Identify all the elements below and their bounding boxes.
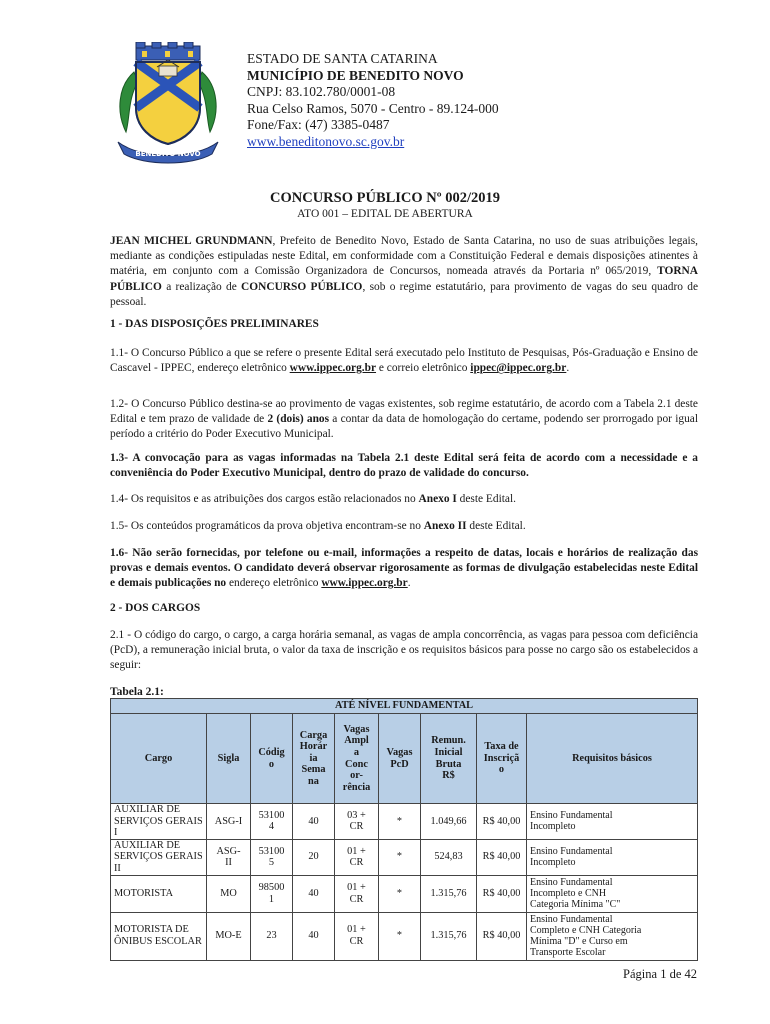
table-row bbox=[111, 912, 698, 960]
column-header-remuneracao: Remun. Inicial Bruta R$ bbox=[421, 714, 477, 804]
document-title: CONCURSO PÚBLICO Nº 002/2019 bbox=[270, 190, 500, 206]
crest-banner-text: BENEDITO NOVO bbox=[135, 150, 201, 158]
intro-paragraph bbox=[110, 234, 698, 310]
paragraph-1-5 bbox=[110, 519, 698, 534]
column-header-taxa: Taxa de Inscriçã o bbox=[477, 714, 527, 804]
ippec-website-link-2[interactable]: www.ippec.org.br bbox=[321, 577, 408, 590]
mayor-name: JEAN MICHEL GRUNDMANN bbox=[110, 235, 273, 247]
cell-vagas-ampla: 03 + CR bbox=[335, 804, 379, 840]
phone: Fone/Fax: (47) 3385-0487 bbox=[247, 117, 390, 132]
table-row bbox=[111, 804, 698, 840]
cell-cargo: AUXILIAR DE SERVIÇOS GERAIS I bbox=[111, 804, 207, 840]
paragraph-1-4 bbox=[110, 492, 698, 507]
cell-sigla: ASG- II bbox=[207, 839, 251, 875]
cell-vagas-ampla: 01 + CR bbox=[335, 875, 379, 912]
cell-codigo: 98500 1 bbox=[251, 875, 293, 912]
positions-table bbox=[110, 698, 698, 961]
p14-bold: Anexo I bbox=[418, 493, 457, 505]
state-name: ESTADO DE SANTA CATARINA bbox=[247, 51, 438, 66]
cell-vagas-pcd: * bbox=[379, 875, 421, 912]
p14-text: deste Edital. bbox=[456, 493, 516, 505]
cell-requisitos: Ensino Fundamental Completo e CNH Categoria Mínima "D" e Curso em Transporte Escolar bbox=[527, 912, 698, 960]
column-header-requisitos: Requisitos básicos bbox=[527, 714, 698, 804]
paragraph-1-2 bbox=[110, 397, 698, 443]
paragraph-1-6 bbox=[110, 546, 698, 592]
cell-taxa: R$ 40,00 bbox=[477, 912, 527, 960]
cell-vagas-pcd: * bbox=[379, 839, 421, 875]
column-header-sigla: Sigla bbox=[207, 714, 251, 804]
cell-vagas-ampla: 01 + CR bbox=[335, 839, 379, 875]
p14-text: 1.4- Os requisitos e as atribuições dos cargos estão relacionados no bbox=[110, 493, 419, 505]
header-info bbox=[247, 51, 499, 150]
section-1-heading: 1 - DAS DISPOSIÇÕES PRELIMINARES bbox=[110, 318, 319, 330]
intro-text: , sob o regime estatutário, para provimento de vagas do seu quadro de pessoal. bbox=[110, 280, 698, 308]
cnpj: CNPJ: 83.102.780/0001-08 bbox=[247, 84, 396, 99]
column-header-vagas-ampla: Vagas Ampl a Conc or- rência bbox=[335, 714, 379, 804]
paragraph-1-1 bbox=[110, 346, 698, 376]
paragraph-1-3: 1.3- A convocação para as vagas informadas na Tabela 2.1 deste Edital será feita de acordo com a necessidade e a conveniência do Poder Executivo Municipal, dentro do prazo de validade do concurso. bbox=[110, 452, 698, 480]
cell-carga: 20 bbox=[293, 839, 335, 875]
p11-text: 1.1- O Concurso Público a que se refere o presente Edital será executado pelo Instituto de Pesquisas, Pós-Graduação e Ensino de Cascavel - IPPEC, endereço eletrônico bbox=[110, 347, 698, 375]
cell-cargo: MOTORISTA bbox=[111, 875, 207, 912]
column-header-carga: Carga Horár ia Sema na bbox=[293, 714, 335, 804]
paragraph-2-1: 2.1 - O código do cargo, o cargo, a carga horária semanal, as vagas de ampla concorrência, as vagas para pessoa com deficiência (PcD), a remuneração inicial bruta, o valor da taxa de inscrição e os requisitos básicos para posse no cargo são os estabelecidos a seguir: bbox=[110, 629, 698, 672]
cell-requisitos: Ensino Fundamental Incompleto bbox=[527, 839, 698, 875]
cell-codigo: 23 bbox=[251, 912, 293, 960]
p12-text: a contar da data de homologação do certame, podendo ser prorrogado por igual período a critério do Poder Executivo Municipal. bbox=[110, 413, 698, 441]
cell-codigo: 53100 5 bbox=[251, 839, 293, 875]
cell-codigo: 53100 4 bbox=[251, 804, 293, 840]
cell-taxa: R$ 40,00 bbox=[477, 839, 527, 875]
table-band-header: ATÉ NÍVEL FUNDAMENTAL bbox=[111, 699, 698, 714]
cell-cargo: MOTORISTA DE ÔNIBUS ESCOLAR bbox=[111, 912, 207, 960]
cell-remuneracao: 1.315,76 bbox=[421, 912, 477, 960]
cell-carga: 40 bbox=[293, 804, 335, 840]
intro-concurso: CONCURSO PÚBLICO bbox=[241, 280, 363, 293]
ippec-website-link[interactable]: www.ippec.org.br bbox=[289, 362, 377, 375]
p15-text: 1.5- Os conteúdos programáticos da prova objetiva encontram-se no bbox=[110, 520, 424, 532]
p16-text: endereço eletrônico bbox=[226, 577, 322, 590]
cell-sigla: MO bbox=[207, 875, 251, 912]
p16-bold: 1.6- Não serão fornecidas, por telefone ou e-mail, informações a respeito de datas, locais e horários de realização das provas e demais eventos. O candidato deverá observar rigorosamente as formas de divulgação estabelecidas neste Edital e demais publicações no bbox=[110, 547, 698, 590]
p11-text: e correio eletrônico bbox=[376, 362, 471, 375]
cell-taxa: R$ 40,00 bbox=[477, 804, 527, 840]
p16-text: . bbox=[407, 577, 411, 590]
document-subtitle: ATO 001 – EDITAL DE ABERTURA bbox=[297, 208, 473, 220]
cell-remuneracao: 1.049,66 bbox=[421, 804, 477, 840]
cell-requisitos: Ensino Fundamental Incompleto bbox=[527, 804, 698, 840]
cell-remuneracao: 524,83 bbox=[421, 839, 477, 875]
website-link[interactable]: www.beneditonovo.sc.gov.br bbox=[247, 133, 405, 149]
cell-vagas-pcd: * bbox=[379, 804, 421, 840]
p12-text: 1.2- O Concurso Público destina-se ao provimento de vagas existentes, sob regime estatutário, de acordo com a Tabela 2.1 deste Edital e tem prazo de validade de bbox=[110, 398, 698, 426]
table-caption: Tabela 2.1: bbox=[110, 686, 164, 698]
column-header-cargo: Cargo bbox=[111, 714, 207, 804]
intro-torna: TORNA PÚBLICO bbox=[110, 265, 698, 293]
cell-sigla: ASG-I bbox=[207, 804, 251, 840]
page-number: Página 1 de 42 bbox=[623, 967, 697, 981]
cell-requisitos: Ensino Fundamental Incompleto e CNH Categoria Mínima "C" bbox=[527, 875, 698, 912]
ippec-email-link[interactable]: ippec@ippec.org.br bbox=[470, 362, 567, 375]
p11-text: . bbox=[566, 362, 570, 375]
cell-cargo: AUXILIAR DE SERVIÇOS GERAIS II bbox=[111, 839, 207, 875]
table-row bbox=[111, 839, 698, 875]
intro-text: a realização de bbox=[161, 280, 242, 293]
column-header-codigo: Códig o bbox=[251, 714, 293, 804]
table-row bbox=[111, 875, 698, 912]
p15-bold: Anexo II bbox=[423, 520, 467, 532]
address: Rua Celso Ramos, 5070 - Centro - 89.124-000 bbox=[247, 100, 499, 116]
municipality-name: MUNICÍPIO DE BENEDITO NOVO bbox=[247, 67, 464, 83]
cell-sigla: MO-E bbox=[207, 912, 251, 960]
cell-carga: 40 bbox=[293, 912, 335, 960]
cell-carga: 40 bbox=[293, 875, 335, 912]
cell-vagas-ampla: 01 + CR bbox=[335, 912, 379, 960]
p12-bold: 2 (dois) anos bbox=[267, 413, 330, 426]
cell-vagas-pcd: * bbox=[379, 912, 421, 960]
cell-remuneracao: 1.315,76 bbox=[421, 875, 477, 912]
column-header-vagas-pcd: Vagas PcD bbox=[379, 714, 421, 804]
section-2-heading: 2 - DOS CARGOS bbox=[110, 602, 201, 614]
intro-text: , Prefeito de Benedito Novo, Estado de Santa Catarina, no uso de suas atribuições legais, mediante as condições estipuladas neste Edital, em conformidade com a Constituição Federal e demais disposições atinentes à matéria, em conjunto com a Comissão Organizadora de Concursos, nomeada através da Portaria nº 065/2019, bbox=[110, 235, 698, 278]
municipal-crest-logo bbox=[112, 42, 224, 166]
cell-taxa: R$ 40,00 bbox=[477, 875, 527, 912]
p15-text: deste Edital. bbox=[466, 520, 526, 532]
